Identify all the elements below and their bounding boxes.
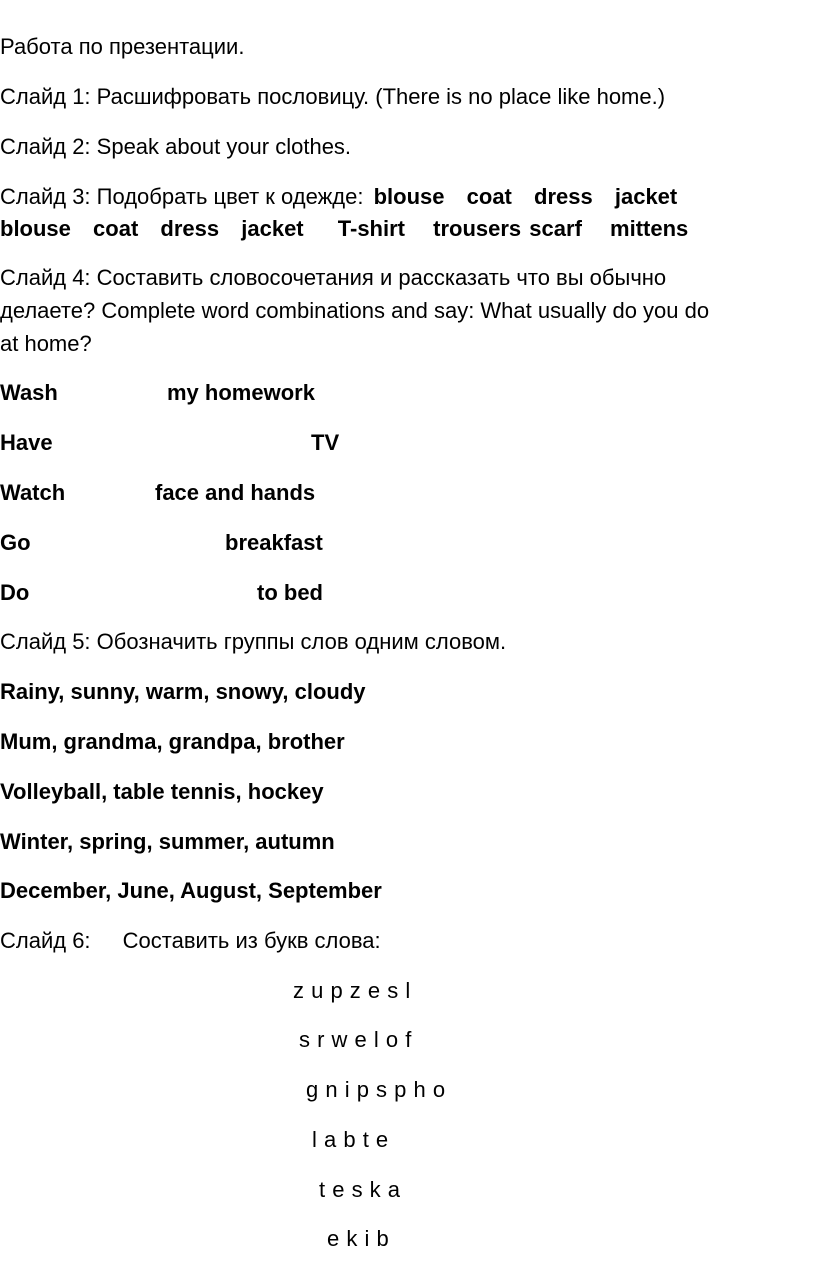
slide1-task: Слайд 1: Расшифровать пословицу. (There is no place like home.): [0, 84, 666, 109]
scrambled-word: g n i p s p h o: [306, 1077, 446, 1102]
object-item: my homework: [167, 380, 315, 405]
verb-item: Go: [0, 530, 31, 555]
slide4-line2: делаете? Complete word combinations and say: What usually do you do: [0, 298, 710, 323]
scrambled-word: l a b t e: [312, 1127, 389, 1152]
scrambled-word: e k i b: [327, 1226, 390, 1251]
slide3-word: dress: [534, 184, 593, 209]
slide6-label: Слайд 6:: [0, 928, 91, 953]
slide3-line1: [0, 184, 677, 210]
scrambled-word: z u p z e s l: [293, 978, 411, 1003]
scrambled-word: t e s k a: [319, 1177, 401, 1202]
slide3-word: dress: [160, 216, 220, 241]
slide3-line2: [0, 216, 688, 242]
word-group: December, June, August, September: [0, 878, 382, 903]
object-item: TV: [311, 430, 340, 455]
slide3-word: coat: [466, 184, 512, 209]
slide3-word: jacket: [241, 216, 304, 241]
word-group: Mum, grandma, grandpa, brother: [0, 729, 345, 754]
slide6-task: Составить из букв слова:: [122, 928, 381, 953]
slide3-word: coat: [93, 216, 139, 241]
slide3-word: blouse: [0, 216, 71, 241]
slide6-heading: [0, 928, 381, 954]
slide3-word: blouse: [373, 184, 445, 209]
object-item: to bed: [257, 580, 323, 605]
slide3-word: mittens: [610, 216, 689, 241]
slide3-word: jacket: [614, 184, 678, 209]
slide3-word: scarf: [529, 216, 582, 241]
verb-item: Watch: [0, 480, 66, 505]
verb-item: Wash: [0, 380, 58, 405]
slide3-word: T-shirt: [337, 216, 405, 241]
slide3-prefix: Слайд 3: Подобрать цвет к одежде:: [0, 184, 364, 209]
slide3-word: trousers: [433, 216, 522, 241]
word-group: Volleyball, table tennis, hockey: [0, 779, 324, 804]
document-title: Работа по презентации.: [0, 34, 245, 59]
verb-item: Have: [0, 430, 53, 455]
slide4-line1: Слайд 4: Составить словосочетания и рассказать что вы обычно: [0, 265, 667, 290]
slide4-line3: at home?: [0, 331, 92, 356]
verb-item: Do: [0, 580, 30, 605]
slide5-heading: Слайд 5: Обозначить группы слов одним словом.: [0, 629, 507, 654]
word-group: Winter, spring, summer, autumn: [0, 829, 335, 854]
object-item: breakfast: [225, 530, 323, 555]
slide2-task: Слайд 2: Speak about your clothes.: [0, 134, 352, 159]
object-item: face and hands: [155, 480, 316, 505]
word-group: Rainy, sunny, warm, snowy, cloudy: [0, 679, 366, 704]
scrambled-word: s r w e l o f: [299, 1027, 412, 1052]
